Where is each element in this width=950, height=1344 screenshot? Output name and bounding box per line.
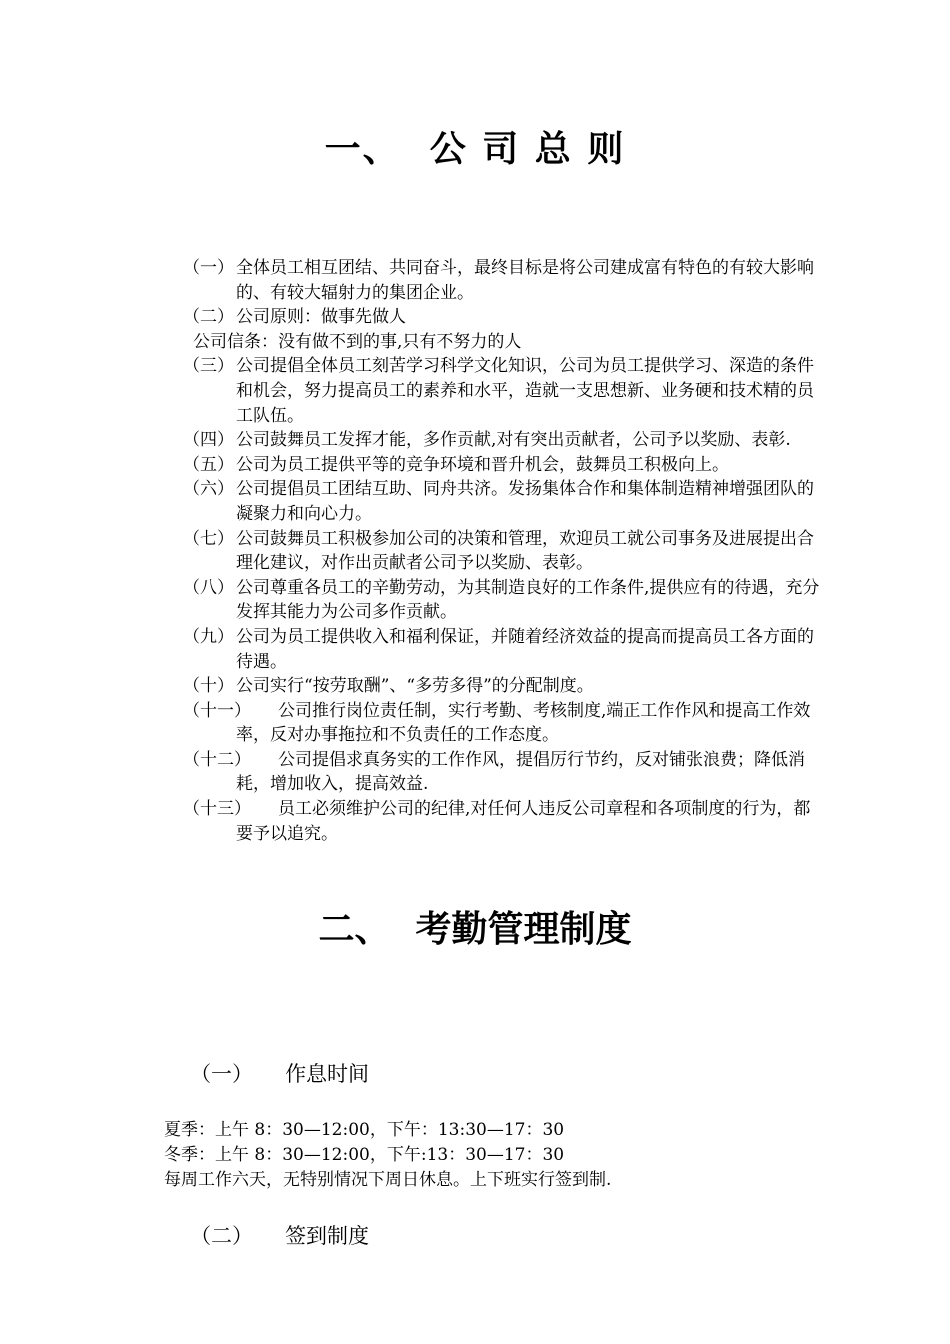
clause-2 xyxy=(183,305,823,330)
weekly-schedule: 每周工作六天，无特别情况下周日休息。上下班实行签到制. xyxy=(164,1170,612,1190)
clause-number: （十一） xyxy=(183,700,251,721)
clause-text: 全体员工相互团结、共同奋斗，最终目标是将公司建成富有特色的有较大影响的、有较大辐射力的集团企业。 xyxy=(236,258,814,303)
clause-number: （十二） xyxy=(183,749,251,770)
general-rules-list xyxy=(183,256,823,846)
summer-hours: 夏季：上午 8：30—12:00，下午：13:30—17：30 xyxy=(164,1120,565,1140)
clause-text: 公司鼓舞员工发挥才能，多作贡献,对有突出贡献者，公司予以奖励、表彰. xyxy=(236,430,791,451)
subsection-number: （二） xyxy=(190,1224,254,1248)
winter-hours: 冬季：上午 8：30—12:00，下午:13：30—17：30 xyxy=(164,1145,565,1165)
clause-number: （四） xyxy=(183,430,234,451)
clause-5 xyxy=(183,453,823,478)
attendance-section xyxy=(150,1031,850,1280)
clause-number: （九） xyxy=(183,626,234,647)
subsection-sign-in xyxy=(150,1193,850,1280)
clause-number: （一） xyxy=(183,258,234,278)
clause-number: （十） xyxy=(183,676,234,697)
clause-number: （二） xyxy=(183,307,234,328)
clause-6 xyxy=(183,477,823,526)
clause-text: 公司提倡员工团结互助、同舟共济。发扬集体合作和集体制造精神增强团队的凝聚力和向心力。 xyxy=(236,479,814,524)
clause-text: 公司推行岗位责任制，实行考勤、考核制度,端正工作作风和提高工作效率，反对办事拖拉和不负责任的工作态度。 xyxy=(236,700,811,746)
clause-text: 公司提倡全体员工刻苦学习科学文化知识，公司为员工提供学习、深造的条件和机会，努力提高员工的素养和水平，造就一支思想新、业务硬和技术精的员工队伍。 xyxy=(236,356,814,426)
clause-text: 公司尊重各员工的辛勤劳动，为其制造良好的工作条件,提供应有的待遇，充分发挥其能力为公司多作贡献。 xyxy=(236,577,820,623)
clause-number: （十三） xyxy=(183,799,251,820)
clause-text: 公司为员工提供收入和福利保证，并随着经济效益的提高而提高员工各方面的待遇。 xyxy=(236,626,814,672)
subsection-title: 签到制度 xyxy=(285,1224,370,1248)
clause-text: 公司鼓舞员工积极参加公司的决策和管理，欢迎员工就公司事务及进展提出合理化建议，对作出贡献者公司予以奖励、表彰。 xyxy=(236,528,814,574)
clause-8 xyxy=(183,576,823,625)
clause-number: （六） xyxy=(183,479,234,500)
clause-13 xyxy=(183,797,823,846)
clause-12 xyxy=(183,748,823,797)
clause-text: 公司为员工提供平等的竞争环境和晋升机会，鼓舞员工积极向上。 xyxy=(236,454,729,475)
subsection-title: 作息时间 xyxy=(285,1062,370,1086)
subsection-work-hours xyxy=(150,1031,850,1118)
clause-text: 公司原则：做事先做人 xyxy=(236,307,406,328)
clause-4 xyxy=(183,428,823,453)
subsection-number: （一） xyxy=(190,1062,254,1086)
clause-number: （三） xyxy=(183,356,234,377)
section-heading-attendance: 二、 考勤管理制度 xyxy=(318,909,632,950)
clause-text: 公司提倡求真务实的工作作风，提倡厉行节约，反对铺张浪费；降低消耗，增加收入，提高效益. xyxy=(236,749,805,795)
clause-7 xyxy=(183,527,823,576)
clause-9 xyxy=(183,625,823,674)
clause-10 xyxy=(183,674,823,699)
company-motto: 公司信条：没有做不到的事,只有不努力的人 xyxy=(193,331,522,352)
clause-text: 员工必须维护公司的纪律,对任何人违反公司章程和各项制度的行为，都要予以追究。 xyxy=(236,799,811,844)
clause-1 xyxy=(183,256,823,305)
clause-3 xyxy=(183,354,823,428)
clause-number: （五） xyxy=(183,454,234,475)
clause-text: 公司实行“按劳取酬”、“多劳多得”的分配制度。 xyxy=(236,676,594,697)
section-heading-general-rules: 一、 公 司 总 则 xyxy=(324,129,626,170)
clause-number: （八） xyxy=(183,577,234,598)
clause-11 xyxy=(183,699,823,748)
clause-number: （七） xyxy=(183,528,234,549)
